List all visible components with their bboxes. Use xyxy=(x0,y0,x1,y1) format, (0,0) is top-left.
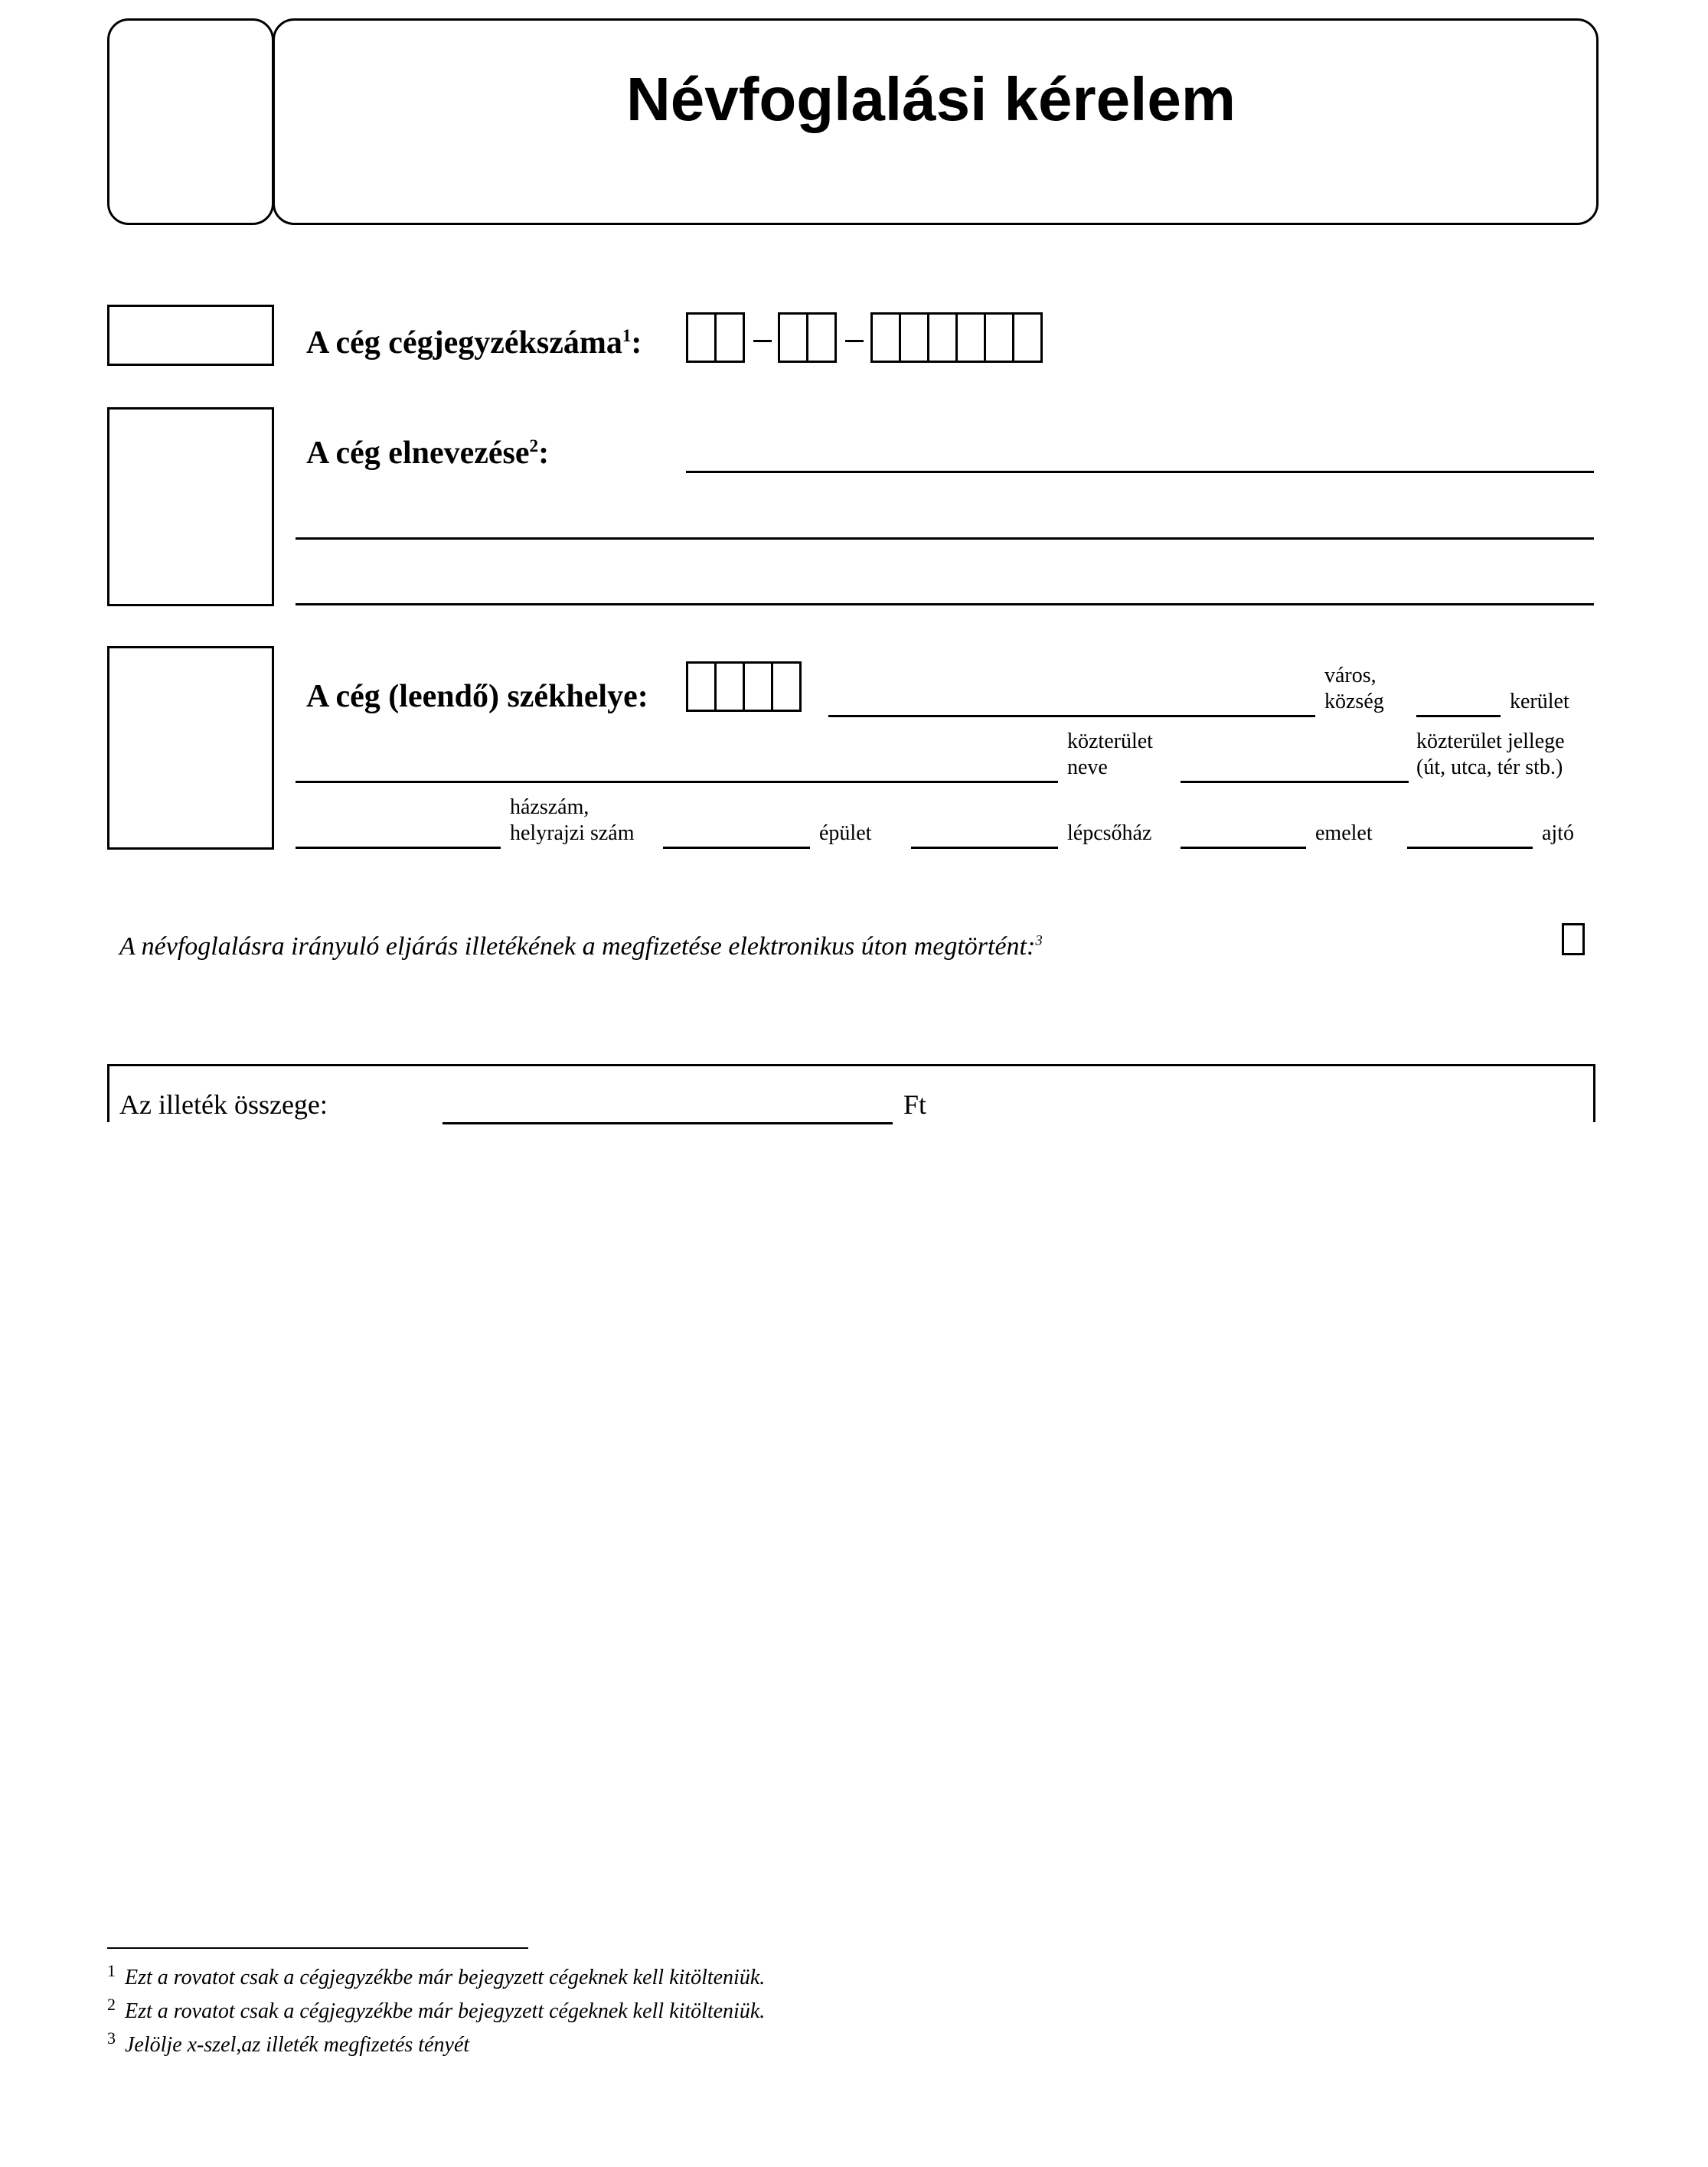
reg-separator xyxy=(845,340,864,342)
district-label: kerület xyxy=(1510,690,1569,713)
street-name-label: közterület neve xyxy=(1067,729,1153,779)
header-side-box xyxy=(107,18,274,225)
company-name-line-1[interactable] xyxy=(686,471,1594,473)
street-name-line[interactable] xyxy=(296,781,1058,783)
district-line[interactable] xyxy=(1416,715,1501,717)
reg-digit-cell[interactable] xyxy=(686,312,717,363)
reg-digit-cell[interactable] xyxy=(927,312,958,363)
reg-digit-cell[interactable] xyxy=(714,312,745,363)
city-label: város, község xyxy=(1324,664,1384,713)
fee-frame-right xyxy=(1593,1064,1595,1122)
street-type-line[interactable] xyxy=(1181,781,1409,783)
staircase-label: lépcsőház xyxy=(1067,821,1152,845)
registration-label: A cég cégjegyzékszáma$^1$: xyxy=(306,325,642,361)
floor-label: emelet xyxy=(1315,821,1373,845)
company-name-line-3[interactable] xyxy=(296,603,1594,605)
footnote-1: $^1$ Ezt a rovatot csak a cégjegyzékbe már bejegyzett cégeknek kell kitölteniük. xyxy=(107,1960,766,1989)
page-title: Névfoglalási kérelem xyxy=(626,65,1236,133)
building-label: épület xyxy=(819,821,872,845)
fee-amount-line[interactable] xyxy=(443,1122,893,1124)
seat-label: A cég (leendő) székhelye: xyxy=(306,679,648,714)
reg-digit-cell[interactable] xyxy=(778,312,808,363)
reg-digit-cell[interactable] xyxy=(899,312,929,363)
postal-digit-cell[interactable] xyxy=(771,661,802,712)
footnote-2: $^2$ Ezt a rovatot csak a cégjegyzékbe már bejegyzett cégeknek kell kitölteniük. xyxy=(107,1994,766,2023)
reg-digit-cell[interactable] xyxy=(806,312,837,363)
postal-digit-cell[interactable] xyxy=(686,661,717,712)
door-line[interactable] xyxy=(1407,847,1533,849)
seat-side-box xyxy=(107,646,274,850)
reg-separator xyxy=(753,340,772,342)
company-name-line-2[interactable] xyxy=(296,537,1594,540)
postal-digit-cell[interactable] xyxy=(714,661,745,712)
city-line[interactable] xyxy=(828,715,1315,717)
fee-unit: Ft xyxy=(903,1089,927,1120)
company-name-label: A cég elnevezése$^2$: xyxy=(306,436,550,471)
house-number-label: házszám, helyrajzi szám xyxy=(510,795,635,845)
footnote-3: $^3$ Jelölje x-szel,az illeték megfizetés tényét xyxy=(107,2028,470,2057)
building-line[interactable] xyxy=(663,847,810,849)
reg-digit-cell[interactable] xyxy=(1012,312,1043,363)
fee-frame-left xyxy=(107,1064,109,1122)
reg-digit-cell[interactable] xyxy=(984,312,1014,363)
reg-digit-cell[interactable] xyxy=(955,312,986,363)
reg-digit-cell[interactable] xyxy=(870,312,901,363)
payment-checkbox[interactable] xyxy=(1562,923,1585,955)
house-number-line[interactable] xyxy=(296,847,501,849)
door-label: ajtó xyxy=(1542,821,1574,845)
staircase-line[interactable] xyxy=(911,847,1058,849)
footnote-separator xyxy=(107,1947,528,1949)
floor-line[interactable] xyxy=(1181,847,1306,849)
fee-frame-top xyxy=(107,1064,1595,1066)
postal-digit-cell[interactable] xyxy=(743,661,773,712)
registration-side-box xyxy=(107,305,274,366)
street-type-label: közterület jellege (út, utca, tér stb.) xyxy=(1416,729,1565,779)
fee-label: Az illeték összege: xyxy=(119,1089,328,1120)
company-name-side-box xyxy=(107,407,274,606)
payment-statement: A névfoglalásra irányuló eljárás illetékének a megfizetése elektronikus úton megtörtént:$^3$ xyxy=(119,932,1043,961)
